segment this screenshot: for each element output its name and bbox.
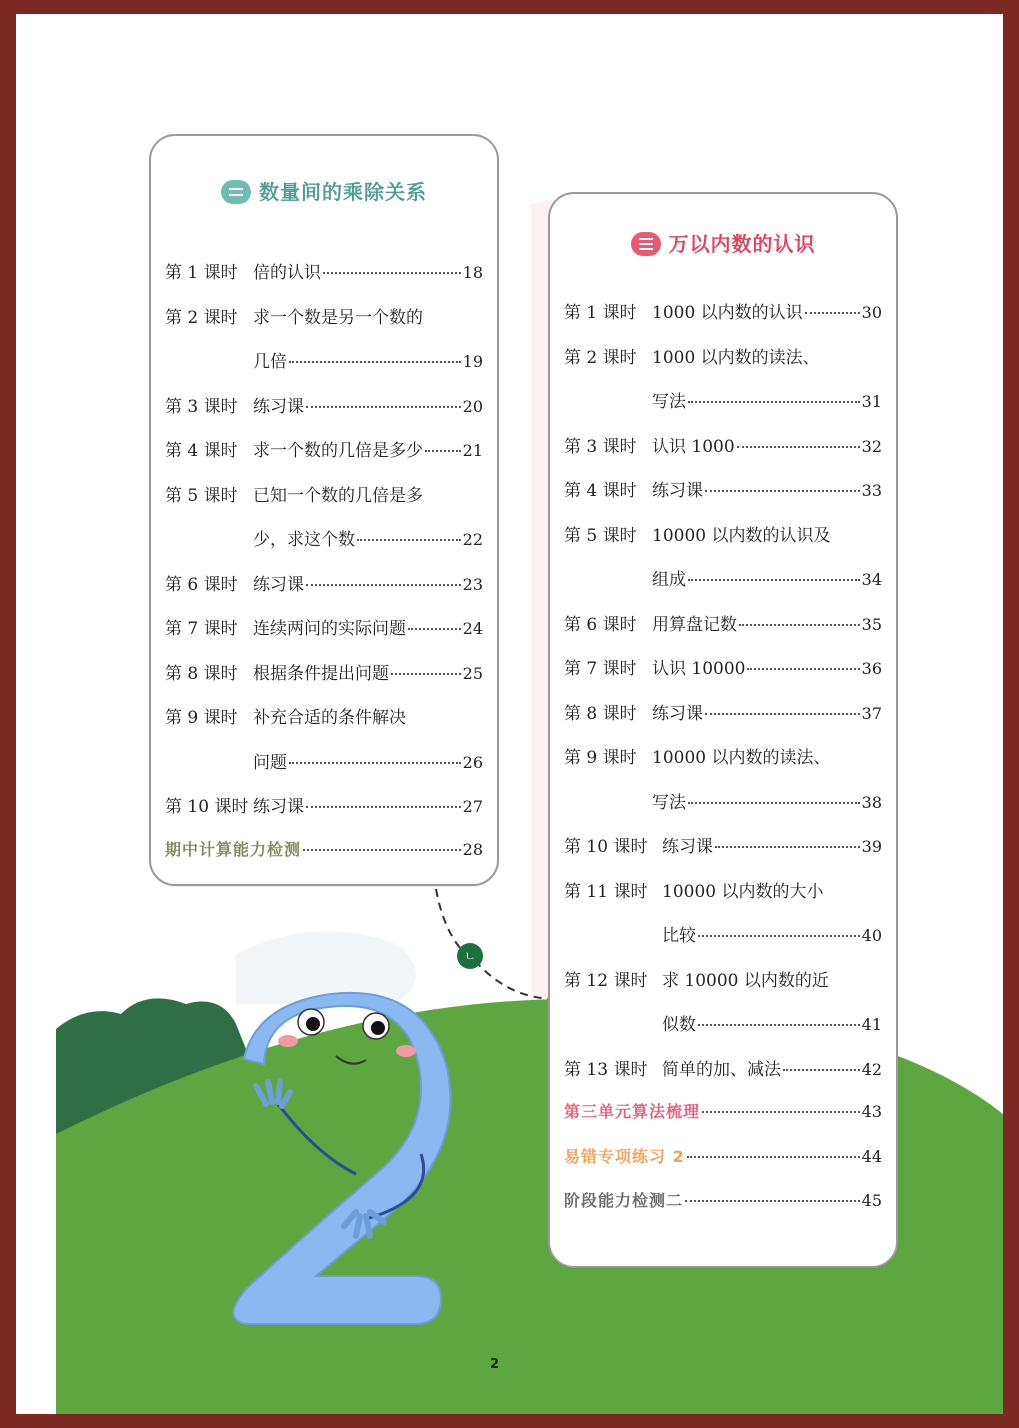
page-ref: 34 (861, 570, 882, 589)
lesson-topic: 少，求这个数 (253, 530, 355, 550)
page-ref: 24 (462, 619, 483, 638)
lesson-topic: 写法 (652, 792, 686, 813)
toc-entry[interactable] (564, 521, 882, 566)
toc-entry[interactable] (165, 792, 483, 837)
page-ref: 21 (462, 441, 483, 460)
lesson-topic: 练习课 (662, 837, 713, 857)
leader-dots (306, 806, 461, 808)
toc-entry[interactable] (165, 614, 483, 659)
lesson-label: 第 13 课时 (564, 1059, 648, 1080)
page-ref: 31 (861, 392, 882, 411)
lesson-label: 第 9 课时 (165, 708, 238, 728)
lesson-label: 第 5 课时 (564, 525, 637, 546)
leader-dots (705, 713, 860, 715)
leader-dots (698, 1024, 860, 1026)
lesson-topic: 问题 (253, 752, 287, 773)
page-ref: 32 (861, 436, 882, 456)
lesson-label: 第 4 课时 (165, 441, 238, 461)
lesson-label: 第 8 课时 (564, 703, 637, 724)
special-topic: 期中计算能力检测 (165, 839, 302, 859)
toc-special-entry[interactable] (564, 1144, 882, 1189)
lesson-topic: 练习课 (253, 797, 304, 817)
lesson-topic: 用算盘记数 (652, 614, 737, 635)
toc-card-numbers-within-10000 (548, 192, 898, 1268)
leader-dots (357, 539, 461, 541)
toc-entry[interactable] (564, 788, 882, 833)
lesson-topic: 10000 以内数的认识及 (652, 525, 831, 546)
toc-entry[interactable] (564, 387, 882, 432)
lesson-topic: 连续两问的实际问题 (253, 619, 406, 639)
lesson-topic: 练习课 (652, 703, 703, 724)
lesson-topic: 几倍 (253, 352, 287, 372)
toc-entry[interactable] (564, 743, 882, 788)
lesson-label: 第 2 课时 (165, 307, 238, 328)
page-ref: 38 (861, 792, 882, 812)
toc-entry[interactable] (165, 347, 483, 392)
leader-dots (408, 628, 461, 630)
toc-entry[interactable] (564, 1010, 882, 1055)
toc-entry[interactable] (165, 303, 483, 348)
leader-dots (688, 802, 860, 804)
leader-dots (391, 673, 461, 675)
lesson-topic: 10000 以内数的读法、 (652, 748, 831, 768)
toc-entry[interactable] (564, 565, 882, 610)
page-ref: 22 (462, 530, 483, 549)
toc-entry[interactable] (564, 877, 882, 922)
lesson-label: 第 8 课时 (165, 663, 238, 684)
leader-dots (685, 1200, 860, 1202)
page-ref: 33 (861, 481, 882, 500)
toc-entry[interactable] (564, 298, 882, 343)
lesson-topic: 10000 以内数的大小 (662, 881, 824, 902)
toc-entry[interactable] (564, 832, 882, 877)
lesson-label: 第 1 课时 (564, 303, 637, 323)
leader-dots (306, 584, 461, 586)
toc-entry[interactable] (165, 258, 483, 303)
page-ref: 42 (861, 1059, 882, 1079)
toc-entry[interactable] (165, 481, 483, 526)
toc-list (564, 298, 882, 1233)
lesson-label: 第 6 课时 (165, 574, 238, 595)
page-ref: 40 (861, 926, 882, 945)
leader-dots (688, 401, 860, 403)
lesson-topic: 练习课 (652, 481, 703, 501)
lesson-label: 第 12 课时 (564, 970, 648, 991)
leader-dots (705, 490, 860, 492)
toc-page (16, 14, 1003, 1414)
toc-entry[interactable] (564, 432, 882, 477)
leader-dots (306, 406, 461, 408)
toc-entry[interactable] (564, 921, 882, 966)
lesson-label: 第 3 课时 (165, 396, 238, 417)
leader-dots (289, 762, 461, 764)
leader-dots (698, 935, 860, 937)
light-cloud-shape (236, 931, 416, 1004)
lesson-label: 第 7 课时 (564, 659, 637, 679)
lesson-topic: 根据条件提出问题 (253, 663, 389, 684)
lesson-label: 第 2 课时 (564, 347, 637, 368)
page-ref: 30 (861, 303, 882, 322)
lesson-label: 第 11 课时 (564, 881, 648, 902)
leader-dots (805, 312, 860, 314)
lesson-label: 第 7 课时 (165, 619, 238, 639)
page-ref: 43 (861, 1102, 882, 1121)
section-title-text: 数量间的乘除关系 (259, 180, 427, 204)
special-topic: 阶段能力检测二 (564, 1191, 684, 1210)
toc-entry[interactable] (165, 703, 483, 748)
lesson-topic: 补充合适的条件解决 (253, 708, 406, 728)
lesson-topic: 组成 (652, 570, 686, 590)
toc-entry[interactable] (165, 570, 483, 615)
lesson-topic: 练习课 (253, 574, 304, 595)
toc-special-entry[interactable] (564, 1188, 882, 1233)
page-ref: 25 (462, 663, 483, 683)
toc-entry[interactable] (564, 1055, 882, 1100)
lesson-topic: 认识 1000 (652, 436, 735, 457)
lesson-topic: 认识 10000 (652, 659, 746, 679)
lesson-topic: 简单的加、减法 (662, 1059, 781, 1080)
lesson-topic: 求 10000 以内数的近 (662, 970, 829, 991)
toc-entry[interactable] (165, 392, 483, 437)
lesson-topic: 1000 以内数的读法、 (652, 347, 820, 368)
page-ref: 45 (861, 1191, 882, 1210)
toc-card-multiplication-division (149, 134, 499, 886)
page-ref: 41 (861, 1015, 882, 1034)
toc-entry[interactable] (165, 748, 483, 793)
section-title-text: 万以内数的认识 (668, 232, 816, 256)
page-ref: 18 (462, 263, 483, 282)
lesson-label: 第 10 课时 (564, 837, 648, 857)
toc-entry[interactable] (564, 476, 882, 521)
leader-dots (747, 668, 859, 670)
leader-dots (783, 1069, 860, 1071)
leader-dots (289, 361, 461, 363)
toc-special-entry[interactable] (165, 837, 483, 882)
lesson-topic: 求一个数的几倍是多少 (253, 441, 423, 461)
leader-dots (323, 272, 461, 274)
page-ref: 35 (861, 614, 882, 634)
page-number: 2 (490, 1357, 500, 1372)
section-title (550, 228, 896, 258)
lesson-label: 第 9 课时 (564, 748, 637, 768)
page-ref: 27 (462, 797, 483, 816)
leader-dots (737, 446, 860, 448)
special-topic: 易错专项练习 2 (564, 1146, 685, 1166)
lesson-topic: 练习课 (253, 396, 304, 417)
leader-dots (715, 846, 860, 848)
toc-entry[interactable] (165, 659, 483, 704)
toc-special-entry[interactable] (564, 1099, 882, 1144)
lesson-label: 第 3 课时 (564, 436, 637, 457)
page-ref: 37 (861, 703, 882, 723)
special-topic: 第三单元算法梳理 (564, 1102, 701, 1121)
toc-entry[interactable] (564, 654, 882, 699)
page-ref: 44 (861, 1146, 882, 1166)
page-ref: 28 (462, 839, 483, 859)
connector-badge: ㄴ (457, 943, 483, 969)
leader-dots (687, 1156, 860, 1158)
lesson-topic: 写法 (652, 392, 686, 412)
lesson-label: 第 4 课时 (564, 481, 637, 501)
section-number-badge (221, 180, 251, 204)
toc-list (165, 258, 483, 881)
page-ref: 19 (462, 352, 483, 371)
toc-entry[interactable] (564, 699, 882, 744)
leader-dots (425, 450, 461, 452)
lesson-topic: 1000 以内数的认识 (652, 303, 803, 323)
lesson-topic: 比较 (662, 926, 696, 946)
section-number-badge (631, 232, 661, 256)
leader-dots (303, 849, 461, 851)
lesson-topic: 已知一个数的几倍是多 (253, 485, 423, 506)
toc-entry[interactable] (165, 525, 483, 570)
section-title (151, 176, 497, 206)
leader-dots (688, 579, 860, 581)
page-ref: 39 (861, 837, 882, 856)
lesson-label: 第 10 课时 (165, 797, 249, 817)
page-ref: 36 (861, 659, 882, 678)
toc-entry[interactable] (564, 343, 882, 388)
lesson-label: 第 6 课时 (564, 614, 637, 635)
page-ref: 26 (462, 752, 483, 772)
lesson-label: 第 5 课时 (165, 485, 238, 506)
toc-entry[interactable] (165, 436, 483, 481)
toc-entry[interactable] (564, 610, 882, 655)
lesson-topic: 求一个数是另一个数的 (253, 307, 423, 328)
toc-entry[interactable] (564, 966, 882, 1011)
lesson-topic: 倍的认识 (253, 263, 321, 283)
page-ref: 20 (462, 396, 483, 416)
leader-dots (739, 624, 860, 626)
leader-dots (702, 1111, 860, 1113)
page-ref: 23 (462, 574, 483, 594)
lesson-topic: 似数 (662, 1015, 696, 1035)
lesson-label: 第 1 课时 (165, 263, 238, 283)
